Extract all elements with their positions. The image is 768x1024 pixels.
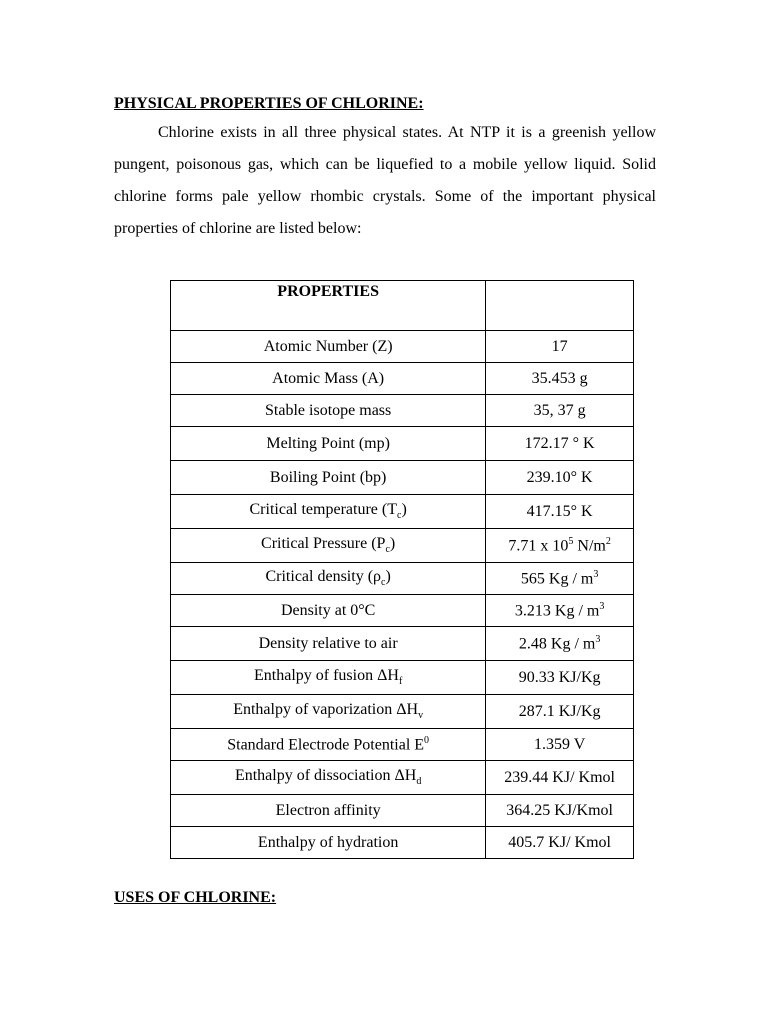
header-value [486, 281, 634, 331]
value-cell [486, 395, 634, 427]
value-cell [486, 661, 634, 695]
property-value: 35, 37 g [533, 401, 586, 419]
value-suffix: N/m [573, 537, 606, 555]
property-name: Enthalpy of hydration [257, 833, 399, 851]
property-cell [171, 795, 486, 827]
table-row [171, 761, 634, 795]
property-value: 405.7 KJ/ Kmol [508, 833, 611, 851]
value-cell [486, 495, 634, 529]
property-name: Critical temperature (T [249, 501, 397, 519]
property-name: Standard Electrode Potential E [227, 736, 425, 754]
value-superscript: 2 [605, 535, 611, 547]
property-value: 17 [551, 337, 568, 355]
property-subscript: f [398, 676, 403, 688]
property-name: Enthalpy of vaporization ΔH [233, 701, 419, 719]
table-row [171, 695, 634, 729]
property-value: 239.44 KJ/ Kmol [504, 768, 615, 786]
table-body [171, 331, 634, 859]
table-row [171, 461, 634, 495]
table-row [171, 795, 634, 827]
intro-paragraph: Chlorine exists in all three physical states. At NTP it is a greenish yellow pungent, poisonous gas, which can be liquefied to a mobile yellow liquid. Solid chlorine forms pale yellow rhombic crystals. Some of the important physical properties of chlorine are listed below: [114, 124, 656, 237]
property-value: 172.17 ° K [524, 434, 595, 452]
table-row [171, 729, 634, 761]
value-superscript: 5 [568, 535, 574, 547]
property-cell [171, 395, 486, 427]
property-cell [171, 661, 486, 695]
value-superscript: 3 [595, 633, 601, 645]
value-cell [486, 331, 634, 363]
property-name: Enthalpy of fusion ΔH [254, 667, 399, 685]
property-value: 1.359 V [534, 735, 586, 753]
property-name: Melting Point (mp) [266, 434, 390, 452]
property-name: Electron affinity [275, 801, 381, 819]
table-row [171, 563, 634, 595]
properties-table [170, 280, 634, 859]
property-value: 364.25 KJ/Kmol [506, 801, 613, 819]
value-cell [486, 363, 634, 395]
value-superscript: 3 [593, 568, 599, 580]
property-name-suffix: ) [389, 535, 396, 553]
value-cell [486, 627, 634, 661]
value-cell [486, 827, 634, 859]
property-subscript: c [396, 510, 402, 522]
property-cell [171, 427, 486, 461]
property-cell [171, 529, 486, 563]
property-value: 7.71 x 10 [508, 537, 569, 555]
property-subscript: c [385, 544, 390, 556]
header-properties: PROPERTIES [171, 281, 486, 331]
value-cell [486, 529, 634, 563]
property-value: 35.453 g [531, 369, 588, 387]
value-cell [486, 563, 634, 595]
property-cell [171, 627, 486, 661]
table-row [171, 595, 634, 627]
value-cell [486, 427, 634, 461]
property-name-suffix: ) [385, 568, 391, 586]
property-value: 239.10° K [526, 468, 593, 486]
value-cell [486, 695, 634, 729]
table-row [171, 363, 634, 395]
property-subscript: c [381, 577, 386, 589]
property-subscript: v [418, 710, 424, 722]
table-row [171, 331, 634, 363]
property-value: 565 Kg / m [520, 570, 594, 588]
property-cell [171, 761, 486, 795]
value-cell [486, 461, 634, 495]
table-row [171, 627, 634, 661]
property-cell [171, 827, 486, 859]
next-section-title: USES OF CHLORINE: [114, 889, 277, 906]
property-superscript: 0 [424, 734, 430, 746]
property-cell [171, 563, 486, 595]
property-cell [171, 461, 486, 495]
property-name: Enthalpy of dissociation ΔH [234, 767, 417, 785]
property-cell [171, 595, 486, 627]
property-name-suffix: ) [401, 501, 407, 519]
value-cell [486, 795, 634, 827]
value-cell [486, 595, 634, 627]
table-header-row [171, 281, 634, 331]
property-subscript: d [416, 776, 422, 788]
property-name: Density relative to air [258, 634, 398, 652]
property-cell [171, 729, 486, 761]
table-row [171, 427, 634, 461]
property-name: Atomic Number (Z) [263, 337, 393, 355]
property-name: Boiling Point (bp) [269, 468, 387, 486]
property-cell [171, 363, 486, 395]
table-row [171, 395, 634, 427]
property-cell [171, 331, 486, 363]
property-value: 90.33 KJ/Kg [518, 668, 601, 686]
property-name: Atomic Mass (A) [272, 369, 385, 387]
property-value: 3.213 Kg / m [514, 602, 600, 620]
value-cell [486, 761, 634, 795]
table-row [171, 495, 634, 529]
property-value: 2.48 Kg / m [518, 635, 596, 653]
property-cell [171, 695, 486, 729]
section-title: PHYSICAL PROPERTIES OF CHLORINE: [114, 95, 424, 112]
property-name: Critical Pressure (P [261, 535, 386, 553]
value-superscript: 3 [599, 600, 605, 612]
value-cell [486, 729, 634, 761]
property-name: Stable isotope mass [265, 401, 392, 419]
property-value: 417.15° K [526, 502, 593, 520]
property-name: Density at 0°C [280, 601, 376, 619]
property-name: Critical density (ρ [265, 568, 381, 586]
property-cell [171, 495, 486, 529]
property-value: 287.1 KJ/Kg [518, 702, 601, 720]
table-row [171, 529, 634, 563]
table-row [171, 827, 634, 859]
table-row [171, 661, 634, 695]
